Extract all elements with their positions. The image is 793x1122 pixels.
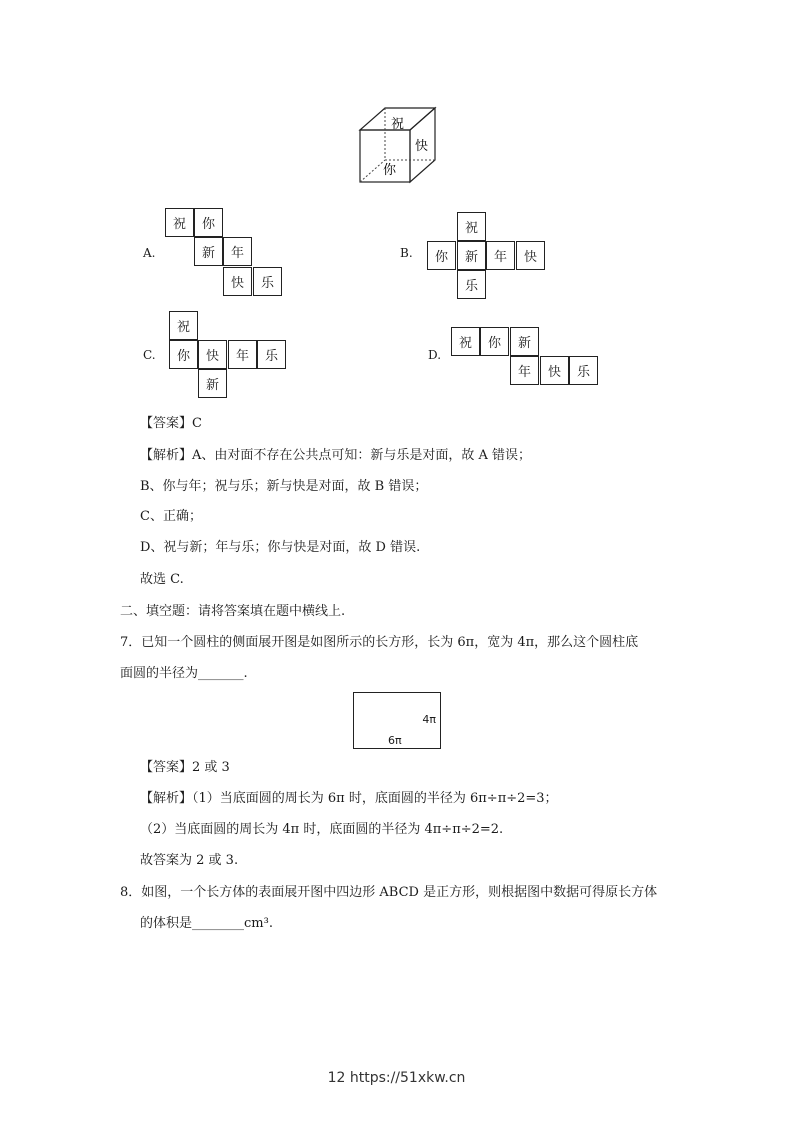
option-c-cell: 年: [228, 340, 257, 369]
option-c-cell: 快: [198, 340, 227, 369]
option-b-cell: 年: [486, 241, 515, 270]
q6-analysis-line: C、正确；: [140, 509, 202, 524]
q6-answer: 【答案】C: [140, 416, 202, 431]
q7-rectangle-figure: [353, 692, 441, 749]
q7-answer: 【答案】2 或 3: [140, 760, 230, 775]
option-a-cell: 年: [223, 237, 252, 266]
option-d-cell: 年: [510, 356, 539, 385]
option-d-cell: 快: [540, 356, 569, 385]
option-b-cell: 祝: [457, 212, 486, 241]
option-a-cell: 新: [194, 237, 223, 266]
option-d-cell: 新: [510, 327, 539, 356]
option-c-label: C.: [143, 348, 156, 362]
cube-face-right: 快: [415, 139, 429, 154]
page-footer[interactable]: 12 https://51xkw.cn: [327, 1070, 466, 1086]
option-c-cell: 乐: [257, 340, 286, 369]
option-b-cell: 快: [516, 241, 545, 270]
q7-conclusion: 故答案为 2 或 3.: [140, 853, 239, 868]
option-b-label: B.: [400, 246, 413, 260]
option-b-cell: 你: [427, 241, 456, 270]
cube-face-top: 祝: [391, 117, 405, 132]
option-a-cell: 乐: [253, 267, 282, 296]
rect-width-label: 6π: [388, 734, 402, 747]
rect-height-label: 4π: [422, 713, 436, 726]
option-a-label: A.: [143, 246, 156, 260]
option-d-cell: 乐: [569, 356, 598, 385]
q7-stem-line1: 7．已知一个圆柱的侧面展开图是如图所示的长方形，长为 6π，宽为 4π，那么这个圆柱底: [120, 635, 639, 650]
q7-analysis-line: 【解析】（1）当底面圆的周长为 6π 时，底面圆的半径为 6π÷π÷2=3；: [140, 791, 558, 806]
section-heading: 二、填空题：请将答案填在题中横线上.: [120, 604, 346, 619]
option-c-cell: 你: [169, 340, 198, 369]
q6-analysis-line: B、你与年；祝与乐；新与快是对面，故 B 错误；: [140, 479, 428, 494]
option-a-cell: 你: [194, 208, 223, 237]
option-d-cell: 祝: [451, 327, 480, 356]
option-a-cell: 祝: [165, 208, 194, 237]
cube-figure: [350, 100, 445, 190]
q6-analysis-line: 【解析】A、由对面不存在公共点可知：新与乐是对面，故 A 错误；: [140, 448, 532, 463]
option-b-cell: 新: [457, 241, 486, 270]
q7-stem-line2: 面圆的半径为_______.: [120, 666, 248, 681]
q6-analysis-line: D、祝与新；年与乐；你与快是对面，故 D 错误.: [140, 540, 421, 555]
option-a-cell: 快: [223, 267, 252, 296]
cube-face-front: 你: [383, 163, 397, 178]
q8-stem-line1: 8．如图，一个长方体的表面展开图中四边形 ABCD 是正方形，则根据图中数据可得原长方体: [120, 885, 658, 900]
q6-conclusion: 故选 C.: [140, 572, 184, 587]
option-b-cell: 乐: [457, 270, 486, 299]
q8-stem-line2: 的体积是________cm³.: [140, 916, 273, 931]
q7-analysis-line: （2）当底面圆的周长为 4π 时，底面圆的半径为 4π÷π÷2=2.: [140, 822, 504, 837]
option-d-cell: 你: [480, 327, 509, 356]
option-d-label: D.: [428, 348, 442, 362]
option-c-cell: 祝: [169, 311, 198, 340]
option-c-cell: 新: [198, 369, 227, 398]
